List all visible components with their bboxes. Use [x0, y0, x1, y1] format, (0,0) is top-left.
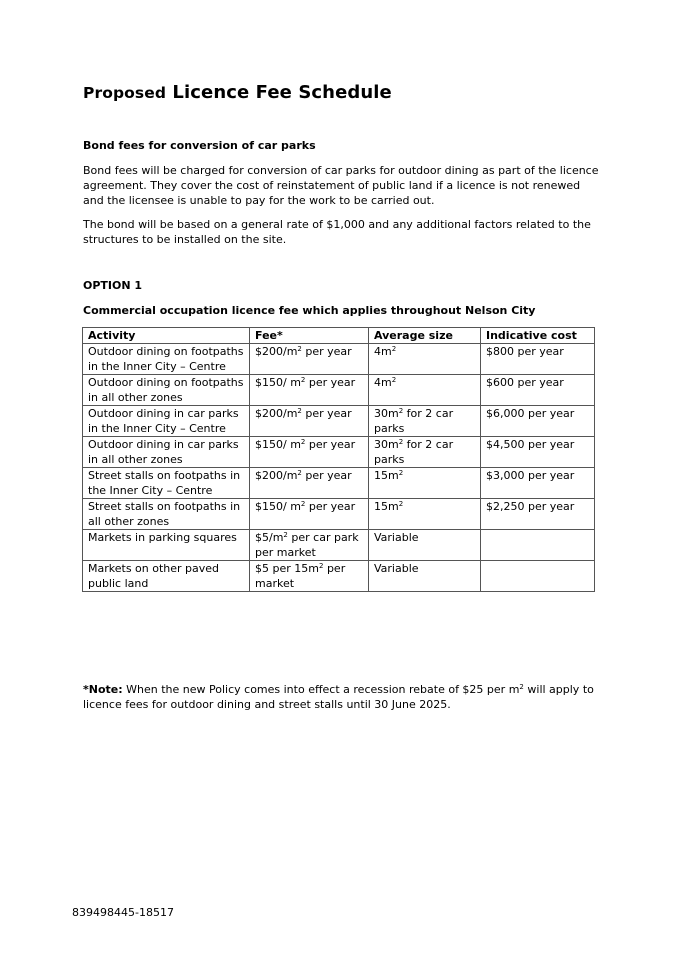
title-prefix: Proposed	[83, 84, 167, 102]
cell-cost: $800 per year	[481, 344, 595, 375]
cell-activity: Outdoor dining on footpaths in all other zones	[83, 375, 250, 406]
cell-fee: $\$200/m^2$ per year	[250, 468, 369, 499]
cell-fee: $5 per $15m^2$ per market	[250, 561, 369, 592]
table-row	[83, 437, 595, 468]
table-row	[83, 499, 595, 530]
cell-size: Variable	[369, 561, 481, 592]
cell-activity: Markets on other paved public land	[83, 561, 250, 592]
cell-size: $30m^2$ for 2 car parks	[369, 437, 481, 468]
cell-size: $4m^2$	[369, 344, 481, 375]
cell-activity: Street stalls on footpaths in all other zones	[83, 499, 250, 530]
cell-size: $15m^2$	[369, 499, 481, 530]
fee-table	[82, 327, 595, 592]
note-label: *Note:	[83, 683, 123, 696]
cell-cost: $4,500 per year	[481, 437, 595, 468]
cell-activity: Markets in parking squares	[83, 530, 250, 561]
cell-cost	[481, 530, 595, 561]
table-header-row	[83, 328, 595, 344]
cell-fee: $150/ $m^2$ per year	[250, 437, 369, 468]
cell-activity: Outdoor dining in car parks in the Inner City – Centre	[83, 406, 250, 437]
cell-fee: $\$5/m^2$ per car park per market	[250, 530, 369, 561]
header-fee: Fee*	[250, 328, 369, 344]
cell-fee: $\$200/m^2$ per year	[250, 344, 369, 375]
cell-fee: $150/ $m^2$ per year	[250, 499, 369, 530]
cell-size: $4m^2$	[369, 375, 481, 406]
title-main: Licence Fee Schedule	[172, 82, 392, 103]
table-row	[83, 344, 595, 375]
table-row	[83, 468, 595, 499]
bond-heading: Bond fees for conversion of car parks	[83, 139, 316, 152]
table-row	[83, 561, 595, 592]
cell-cost: $3,000 per year	[481, 468, 595, 499]
cell-size: $30m^2$ for 2 car parks	[369, 406, 481, 437]
cell-activity: Outdoor dining on footpaths in the Inner City – Centre	[83, 344, 250, 375]
document-id: 839498445-18517	[72, 906, 174, 919]
table-row	[83, 406, 595, 437]
cell-activity: Outdoor dining in car parks in all other zones	[83, 437, 250, 468]
cell-cost: $6,000 per year	[481, 406, 595, 437]
bond-paragraph-1: Bond fees will be charged for conversion of car parks for outdoor dining as part of the licence agreement. They cover the cost of reinstatement of public land if a licence is not renewed and the licensee is unable to pay for the work to be carried out.	[83, 164, 599, 207]
header-average-size: Average size	[369, 328, 481, 344]
header-indicative-cost: Indicative cost	[481, 328, 595, 344]
bond-paragraph-2: The bond will be based on a general rate of $1,000 and any additional factors related to the structures to be installed on the site.	[83, 218, 591, 246]
table-row	[83, 530, 595, 561]
cell-fee: $150/ $m^2$ per year	[250, 375, 369, 406]
table-heading: Commercial occupation licence fee which applies throughout Nelson City	[83, 304, 536, 317]
cell-cost: $600 per year	[481, 375, 595, 406]
page-title	[83, 82, 392, 103]
header-activity: Activity	[83, 328, 250, 344]
cell-size: Variable	[369, 530, 481, 561]
cell-cost: $2,250 per year	[481, 499, 595, 530]
cell-fee: $\$200/m^2$ per year	[250, 406, 369, 437]
table-row	[83, 375, 595, 406]
cell-cost	[481, 561, 595, 592]
option-label: OPTION 1	[83, 279, 143, 292]
cell-size: $15m^2$	[369, 468, 481, 499]
fee-note: *Note: When the new Policy comes into effect a recession rebate of $25 per $m^2$ will apply to licence fees for outdoor dining and street stalls until 30 June 2025.	[83, 683, 594, 711]
cell-activity: Street stalls on footpaths in the Inner City – Centre	[83, 468, 250, 499]
